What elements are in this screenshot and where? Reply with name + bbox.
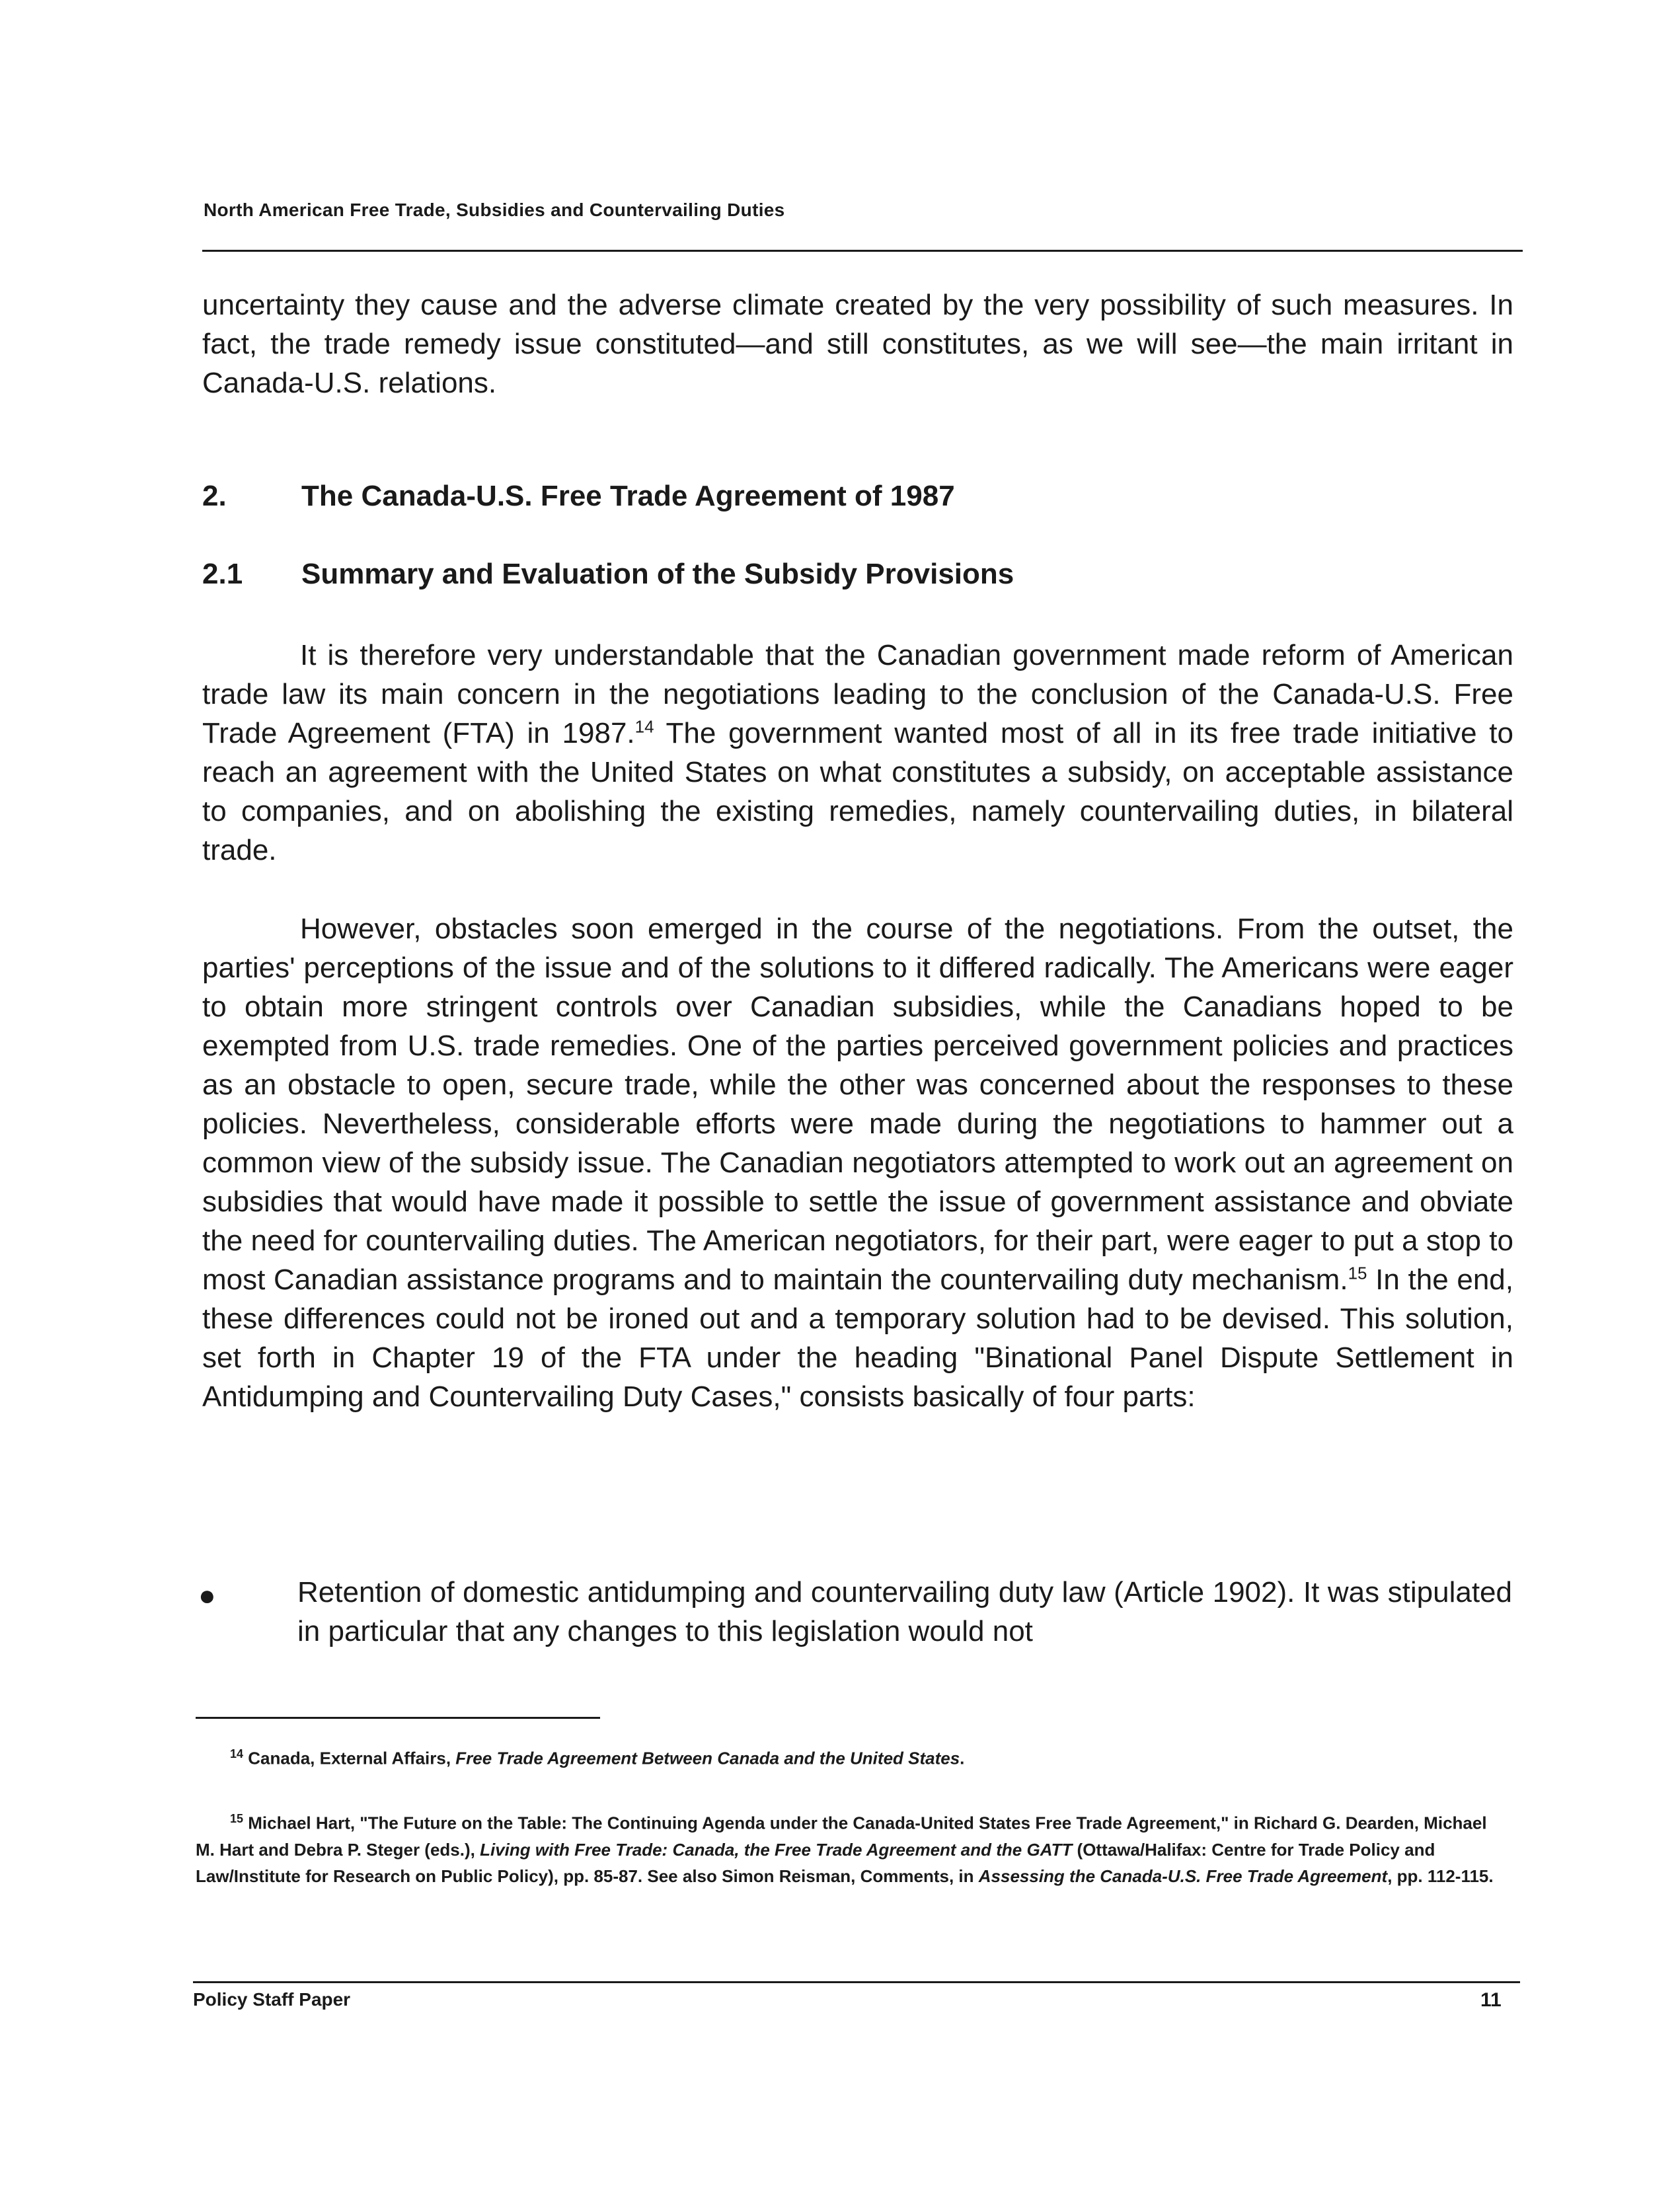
paragraph-2-text-b: In the end, these differences could not be ironed out and a temporary solution had to be devised. This solution, set forth in Chapter 19 of the FTA under the heading "Binational Panel Dispute Settlement in Antidumping and Countervailing Duty Cases," consists basically of four parts: <box>202 1264 1513 1413</box>
paragraph-1 <box>202 636 1513 870</box>
subsection-number: 2.1 <box>202 558 243 590</box>
paragraph-1-text-a: It is therefore very understandable that the Canadian government made reform of American trade law its main concern in the negotiations leading to the conclusion of the Canada-U.S. Free Trade Agreement (FTA) in 1987. <box>202 639 1513 749</box>
footer-publication: Policy Staff Paper <box>193 1989 351 2010</box>
footnote-15-part3: , pp. 112-115. <box>1387 1866 1494 1886</box>
section-number: 2. <box>202 480 227 512</box>
bullet-text: Retention of domestic antidumping and countervailing duty law (Article 1902). It was stipulated in particular that any changes to this legislation would not <box>297 1576 1512 1647</box>
footnote-14-title: Free Trade Agreement Between Canada and the United States <box>455 1748 960 1768</box>
paragraph-2-text-a: However, obstacles soon emerged in the course of the negotiations. From the outset, the parties' perceptions of the issue and of the solutions to it differed radically. The Americans were eager to obtain more stringent controls over Canadian subsidies, while the Canadians hoped to be exempted from U.S. trade remedies. One of the parties perceived government policies and practices as an obstacle to open, secure trade, while the other was concerned about the responses to these policies. Nevertheless, considerable efforts were made during the negotiations to hammer out a common view of the subsidy issue. The Canadian negotiators attempted to work out an agreement on subsidies that would have made it possible to settle the issue of government assistance and obviate the need for countervailing duties. The American negotiators, for their part, were eager to put a stop to most Canadian assistance programs and to maintain the countervailing duty mechanism. <box>202 913 1513 1296</box>
footnote-15-title1: Living with Free Trade: Canada, the Free Trade Agreement and the GATT <box>480 1839 1073 1860</box>
paragraph-2 <box>202 909 1513 1416</box>
footnote-15 <box>196 1805 1502 1889</box>
footnote-14-marker: 14 <box>230 1747 244 1760</box>
footnote-ref-14: 14 <box>634 716 654 737</box>
page-number: 11 <box>1480 1989 1502 2011</box>
header-rule <box>202 250 1523 252</box>
paragraph-1-text-b: The government wanted most of all in its free trade initiative to reach an agreement with the United States on what constitutes a subsidy, on acceptable assistance to companies, and on abolishing the existing remedies, namely countervailing duties, in bilateral trade. <box>202 717 1513 866</box>
footnote-15-part2: (Ottawa/Halifax: Centre for Trade Policy and Law/Institute for Research on Public Policy), pp. 85-87. See also Simon Reisman, Comments, in <box>196 1839 1435 1886</box>
footnote-14-prefix: Canada, External Affairs, <box>243 1748 456 1768</box>
section-title: The Canada-U.S. Free Trade Agreement of 1987 <box>301 480 955 512</box>
footnote-15-part1: Michael Hart, "The Future on the Table: The Continuing Agenda under the Canada-United States Free Trade Agreement," in Richard G. Dearden, Michael M. Hart and Debra P. Steger (eds.), <box>196 1813 1487 1860</box>
footnote-rule <box>196 1717 600 1719</box>
footnote-ref-15: 15 <box>1348 1263 1367 1283</box>
intro-paragraph: uncertainty they cause and the adverse climate created by the very possibility of such measures. In fact, the trade remedy issue constituted—and still constitutes, as we will see—the main irritant in Canada-U.S. relations. <box>202 289 1513 399</box>
subsection-title: Summary and Evaluation of the Subsidy Provisions <box>301 558 1014 590</box>
footnote-15-title2: Assessing the Canada-U.S. Free Trade Agreement <box>978 1866 1388 1886</box>
bullet-dot-icon: ● <box>198 1579 216 1612</box>
section-heading <box>202 480 955 513</box>
footnote-15-marker: 15 <box>230 1812 244 1825</box>
subsection-heading <box>202 558 1014 591</box>
running-header: North American Free Trade, Subsidies and Countervailing Duties <box>204 200 785 220</box>
footer-rule <box>193 1981 1520 1983</box>
footnote-14-suffix: . <box>960 1748 965 1768</box>
footnote-14 <box>196 1741 1502 1772</box>
